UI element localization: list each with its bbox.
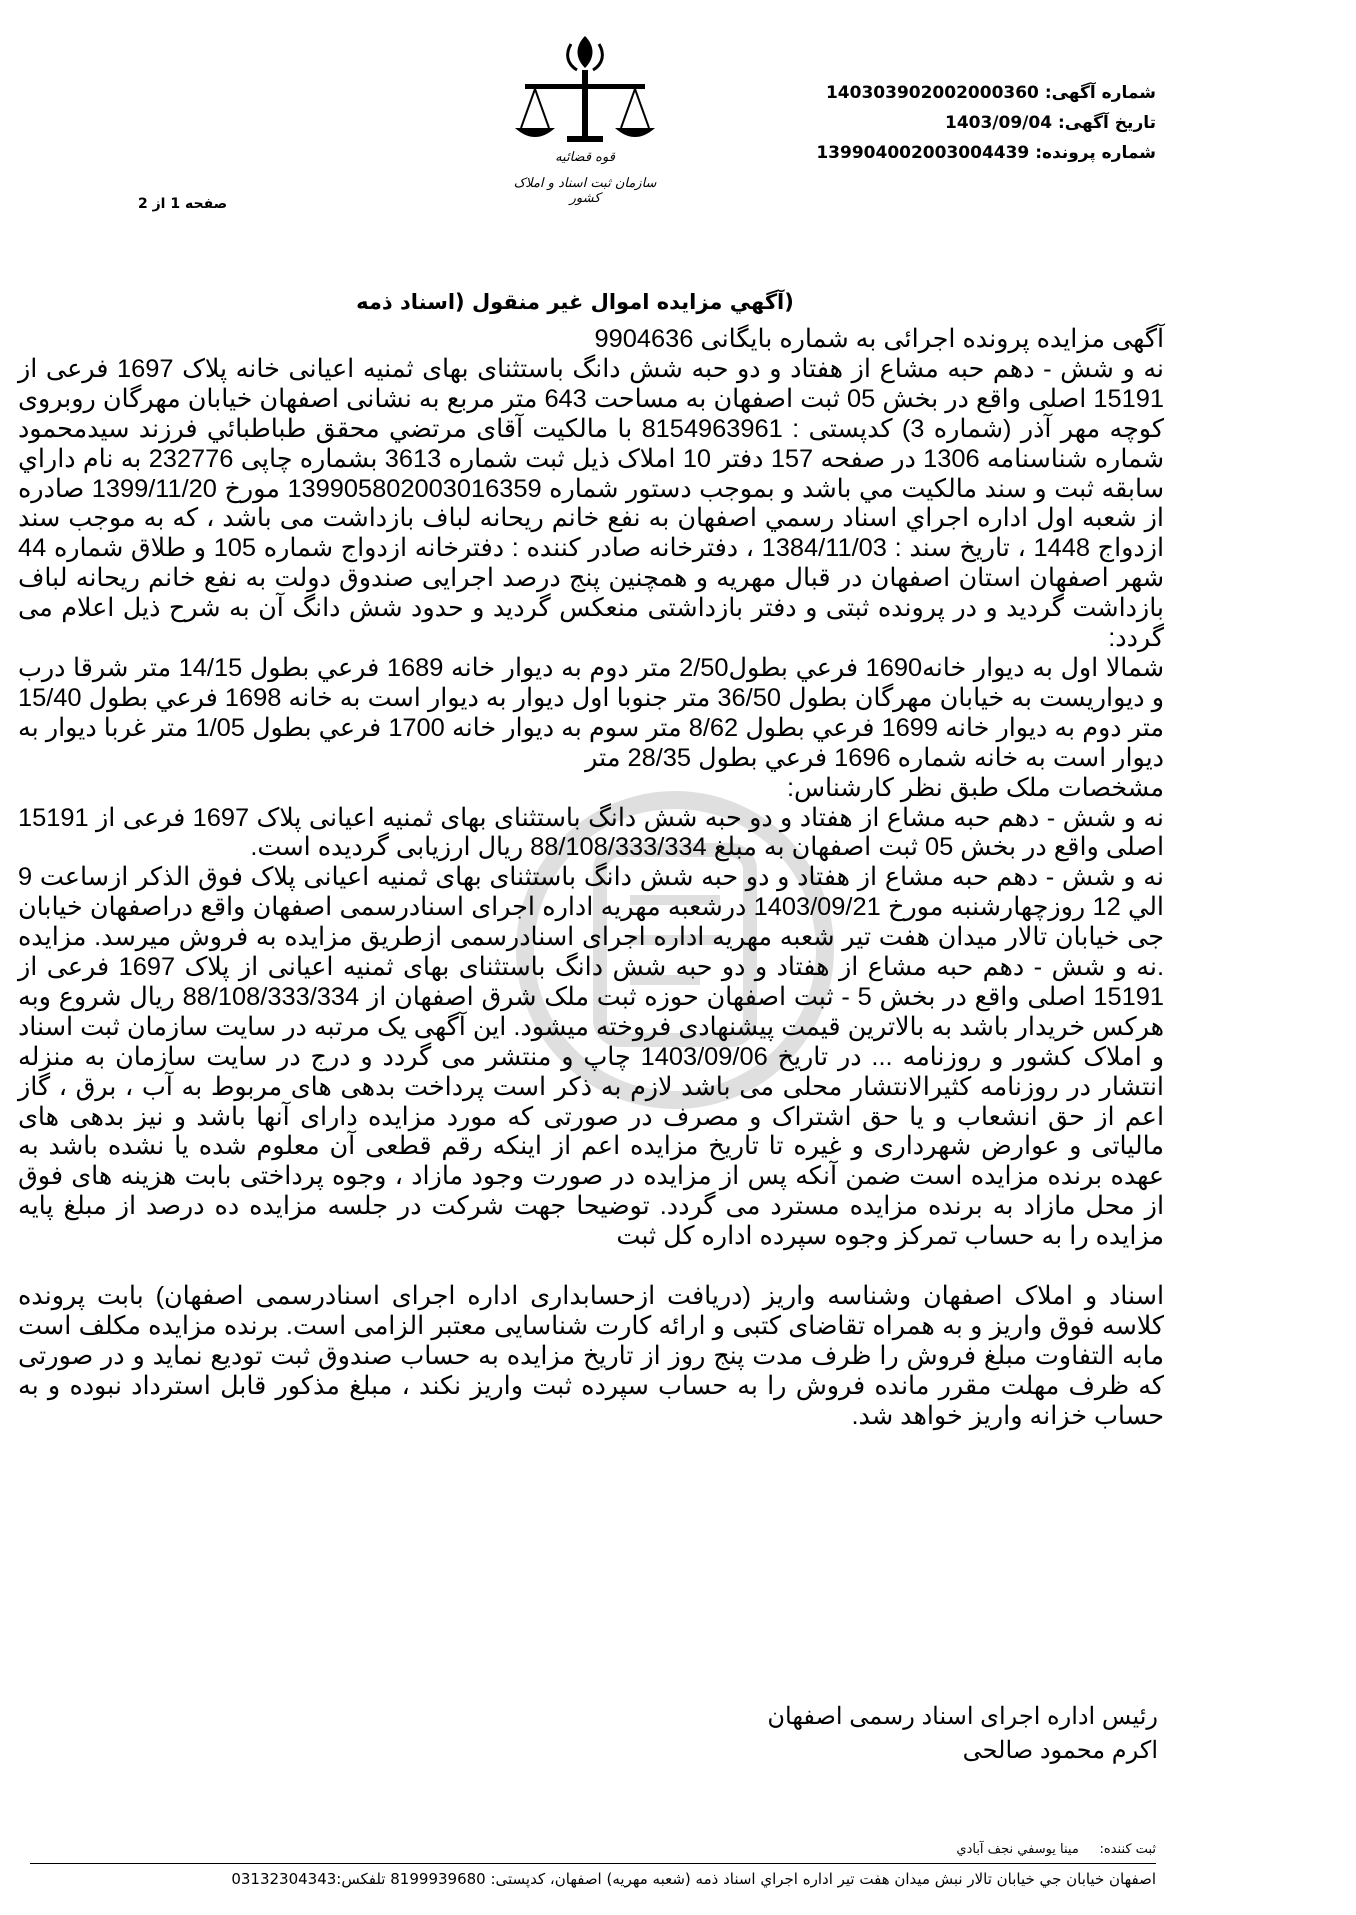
body-paragraph-appraisal: نه و شش - دهم حبه مشاع از هفتاد و دو حبه شش دانگ باستثنای بهای ثمنیه اعیانی پلاک 1697 فرعی از 15191 اصلی واقع در بخش 05 ثبت اصفهان به مبلغ 88/108/333/334 ریال ارزیابی گردیده است. [18,803,1164,862]
notice-title: (آگهي مزايده اموال غير منقول (اسناد ذمه [356,290,794,314]
notice-body [18,325,1164,1432]
file-number: 139904002003004439 [816,143,1030,163]
page-indicator: صفحه 1 از 2 [138,196,228,212]
logo-caption-bottom: سازمان ثبت اسناد و املاک کشور [513,176,657,206]
notice-metadata [756,78,1156,168]
file-number-label: شماره پرونده: [1035,143,1156,163]
notice-number-row [756,78,1156,108]
body-paragraph-auction: نه و شش - دهم حبه مشاع از هفتاد و دو حبه شش دانگ باستثنای بهای ثمنیه اعیانی پلاک فوق الذکر ازساعت 9 الي 12 روزچهارشنبه مورخ 1403/09/21 درشعبه مهریه اداره اجرای اسنادرسمی اصفهان واقع دراصفهان خیابان جی خیابان تالار میدان هفت تیر شعبه مهریه اداره اجرای اسنادرسمی ازطریق مزایده به فروش میرسد. مزایده .نه و شش - دهم حبه مشاع از هفتاد و دو حبه شش دانگ باستثنای بهای ثمنیه اعیانی از پلاک 1697 فرعی از 15191 اصلی واقع در بخش 5 - ثبت اصفهان حوزه ثبت ملک شرق اصفهان از 88/108/333/334 ريال شروع وبه هرکس خريدار باشد به بالاترين قيمت پيشنهادی فروخته ميشود. این آگهی یک مرتبه در سایت سازمان ثبت اسناد و املاک کشور و روزنامه ... در تاریخ 1403/09/06 چاپ و منتشر می گردد و درج در سایت سازمان به منزله انتشار در روزنامه كثيرالانتشار محلی می باشد لازم به ذکر است پرداخت بدهی های مربوط به آب ، برق ، گاز اعم از حق انشعاب و یا حق اشتراک و مصرف در صورتی که مورد مزایده دارای آنها باشد و نیز بدهی های مالیاتی و عوارض شهرداری و غیره تا تاریخ مزایده اعم از اینکه رقم قطعی آن معلوم شده یا نشده باشد به عهده برنده مزایده است ضمن آنکه پس از مزایده در صورت وجود مازاد ، وجوه پرداختی بابت هزینه های فوق از محل مازاد به برنده مزایده مسترد می گردد. توضیحا جهت شرکت در جلسه مزایده ده درصد از مبلغ پایه مزایده را به حساب تمرکز وجوه سپرده اداره کل ثبت [18,863,1164,1251]
signatory-name: اکرم محمود صالحی [962,1737,1158,1764]
notice-date-label: تاریخ آگهی: [1057,113,1156,133]
paragraph-gap [18,1252,1164,1282]
notice-number-label: شماره آگهی: [1044,83,1156,103]
registrar-name: مينا يوسفي نجف آبادي [956,1842,1079,1857]
body-paragraph-expert-heading: مشخصات ملک طبق نظر کارشناس: [786,773,1164,802]
body-paragraph-property: نه و شش - دهم حبه مشاع از هفتاد و دو حبه شش دانگ باستثنای بهای ثمنیه اعیانی خانه پلاک 1697 فرعی از 15191 اصلی واقع در بخش 05 ثبت اصفهان به مساحت 643 متر مربع به نشانی اصفهان خیابان مهرگان روبروی کوچه مهر آذر (شماره 3) کدپستی : 8154963961 با مالکیت آقای مرتضي محقق طباطبائي فرزند سيدمحمود شماره شناسنامه 1306 در صفحه 157 دفتر 10 املاک ذیل ثبت شماره 3613 بشماره چاپی 232776 به نام داراي سابقه ثبت و سند مالکيت مي باشد و بموجب دستور شماره 139905802003016359 مورخ 1399/11/20 صادره از شعبه اول اداره اجراي اسناد رسمي اصفهان به نفع خانم ریحانه لباف بازداشت می باشد ، که به موجب سند ازدواج 1448 ، تاریخ سند : 1384/11/03 ، دفترخانه صادر کننده : دفترخانه ازدواج شماره 105 و طلاق شماره 44 شهر اصفهان استان اصفهان در قبال مهریه و همچنین پنج درصد اجرایی صندوق دولت به نفع خانم ریحانه لباف بازداشت گردید و در پرونده ثبتی و دفتر بازداشتی منعکس گردید و حدود شش دانگ آن به شرح ذیل اعلام می گردد: [18,354,1165,653]
registrar-label: ثبت کننده: [1099,1842,1156,1857]
footer-address: اصفهان خيابان جي خيابان تالار نبش ميدان هفت تير اداره اجراي اسناد ذمه (شعبه مهريه) اصفهان، کدپستی: 8199939680 تلفکس:03132304343 [231,1870,1156,1888]
body-paragraph-archive: آگهی مزایده پرونده اجرائی به شماره بایگانی 9904636 [594,325,1164,353]
footer-registrar [956,1842,1156,1857]
signature-block [558,1700,1158,1768]
footer-divider [30,1863,1156,1864]
body-paragraph-boundaries: شمالا اول به دیوار خانه1690 فرعي بطول2/50 متر دوم به ديوار خانه 1689 فرعي بطول 14/15 متر شرقا درب و ديواريست به خيابان مهرگان بطول 36/50 متر جنوبا اول ديوار به ديوار است به خانه 1698 فرعي بطول 15/40 متر دوم به ديوار خانه 1699 فرعي بطول 8/62 متر سوم به ديوار خانه 1700 فرعي بطول 1/05 متر غربا ديوار به ديوار است به خانه شماره 1696 فرعي بطول 28/35 متر [18,653,1164,772]
notice-date: 1403/09/04 [944,113,1053,133]
notice-number: 140303902002000360 [825,83,1039,103]
judiciary-logo [505,28,665,238]
judiciary-scales-emblem-icon [505,28,665,238]
logo-caption-top: قوه قضائیه [555,150,615,165]
signatory-title: رئیس اداره اجرای اسناد رسمی اصفهان [767,1703,1158,1730]
body-paragraph-payment: اسناد و املاک اصفهان وشناسه واریز (دریافت ازحسابداری اداره اجرای اسنادرسمی اصفهان) بابت پرونده کلاسه فوق واریز و به همراه تقاضای کتبی و ارائه کارت شناسایی معتبر الزامی است. برنده مزایده مکلف است مابه التفاوت مبلغ فروش را ظرف مدت پنج روز از تاریخ مزایده به حساب صندوق ثبت تودیع نماید و در صورتی که ظرف مهلت مقرر مانده فروش را به حساب سپرده ثبت واریز نکند ، مبلغ مذکور قابل استرداد نبوده و به حساب خزانه واریز خواهد شد. [18,1282,1164,1430]
file-number-row [756,138,1156,168]
notice-date-row [756,108,1156,138]
